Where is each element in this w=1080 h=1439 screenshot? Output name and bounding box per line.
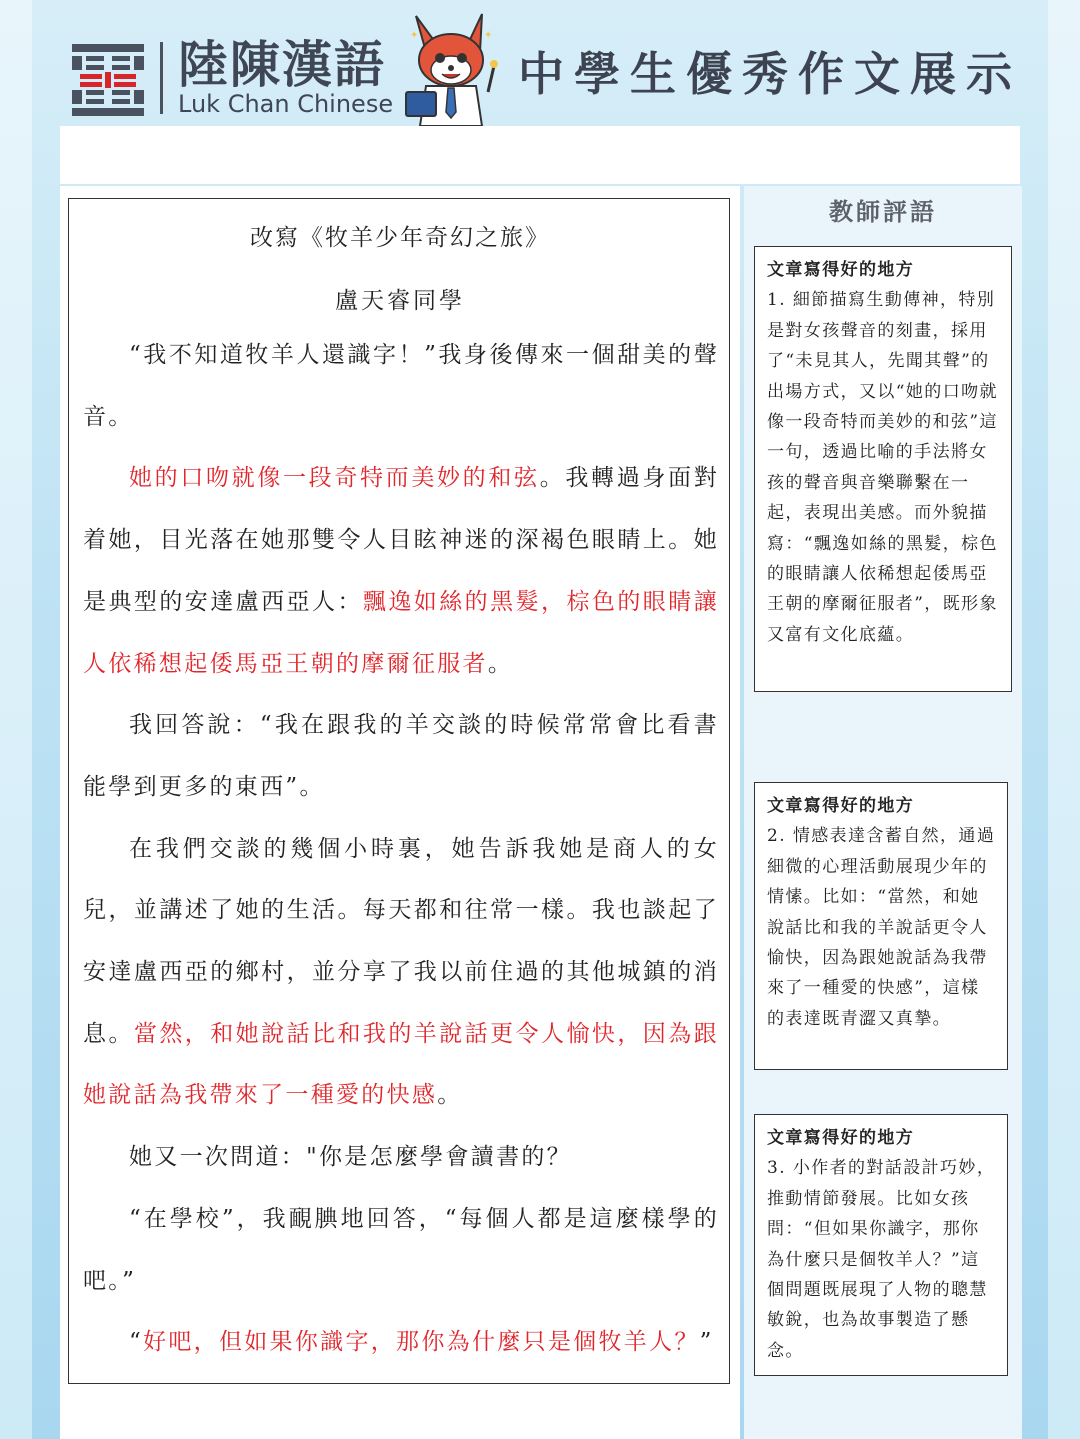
- comment-card: [754, 246, 1012, 692]
- essay-text: 。: [437, 1082, 463, 1109]
- page-header: [32, 0, 1048, 128]
- essay-text: 在我們交談的幾個小時裏，她告訴我她是商人的女兒，並講述了她的生活。每天都和往常一樣。我也談起了安達盧西亞的鄉村，並分享了我以前住過的其他城鎮的消息。: [83, 835, 719, 1047]
- comment-text: 1. 細節描寫生動傳神，特別是對女孩聲音的刻畫，採用了“未見其人，先聞其聲”的出場方式，又以“她的口吻就像一段奇特而美妙的和弦”這一句，透過比喻的手法將女孩的聲音與音樂聯繫在一起，表現出美感。而外貌描寫：“飄逸如絲的黑髮，棕色的眼睛讓人依稀想起倭馬亞王朝的摩爾征服者”，既形象又富有文化底蘊。: [767, 290, 998, 645]
- comment-text: 2. 情感表達含蓄自然，通過細微的心理活動展現少年的情愫。比如：“當然，和她說話比和我的羊說話更令人愉快，因為跟她說話為我帶來了一種愛的快感”，這樣的表達既青澀又真摯。: [767, 826, 996, 1029]
- page-title: 中學生優秀作文展示: [518, 47, 1022, 101]
- comments-panel-title: 教師評語: [829, 198, 937, 226]
- essay-highlight: 好吧，但如果你識字，那你為什麼只是個牧羊人？: [143, 1329, 700, 1356]
- comment-heading: 文章寫得好的地方: [767, 1128, 915, 1148]
- logo-divider: [160, 42, 163, 114]
- right-border-stripe: [1048, 0, 1080, 1439]
- comment-heading: 文章寫得好的地方: [767, 796, 915, 816]
- header-banner: [60, 126, 1020, 184]
- comment-heading: 文章寫得好的地方: [767, 260, 915, 280]
- essay-highlight: 飄逸如絲的黑髮，棕色的眼睛讓人依稀想起倭馬亞王朝的摩爾征服者: [83, 588, 719, 677]
- essay-text: 。: [487, 650, 514, 677]
- brand-name-english: Luk Chan Chinese: [178, 90, 394, 118]
- essay-text: 她又一次問道："你是怎麼學會讀書的？: [129, 1144, 572, 1171]
- fox-mascot-icon: [396, 8, 506, 128]
- comment-card: [754, 1114, 1008, 1376]
- essay-paragraph: [83, 819, 719, 1128]
- essay-paragraph: [83, 325, 719, 448]
- essay-paragraph: [83, 1312, 719, 1374]
- essay-text: “我不知道牧羊人還識字！”我身後傳來一個甜美的聲音。: [83, 342, 719, 430]
- essay-paragraph: [83, 1189, 719, 1312]
- left-border-stripe: [0, 0, 32, 1439]
- comment-text: 3. 小作者的對話設計巧妙，推動情節發展。比如女孩問：“但如果你識字，那你為什麼只是個牧羊人？”這個問題既展現了人物的聰慧敏銳，也為故事製造了懸念。: [767, 1158, 996, 1361]
- svg-text:✦: ✦: [410, 30, 419, 41]
- essay-author: 盧天睿同學: [335, 288, 465, 314]
- essay-box: [68, 198, 730, 1384]
- essay-highlight: 當然，和她說話比和我的羊說話更令人愉快，因為跟她說話為我帶來了一種愛的快感: [83, 1020, 719, 1109]
- brand-name-chinese: 陸陳漢語: [178, 36, 386, 94]
- essay-text: “在學校”，我靦腆地回答，“每個人都是這麼樣學的吧。”: [83, 1205, 719, 1294]
- essay-text: 我回答說：“我在跟我的羊交談的時候常常會比看書能學到更多的東西”。: [83, 712, 719, 800]
- luk-chan-logo-icon: [72, 44, 144, 116]
- svg-text:✦: ✦: [484, 30, 493, 41]
- essay-text: 。我轉過身面對着她，目光落在她那雙令人目眩神迷的深褐色眼睛上。她是典型的安達盧西亞人：: [83, 465, 719, 615]
- essay-text: ”: [699, 1329, 714, 1356]
- essay-paragraph: [83, 695, 719, 818]
- essay-title: 改寫《牧羊少年奇幻之旅》: [250, 225, 550, 251]
- essay-body: [83, 325, 719, 1374]
- essay-paragraph: [83, 448, 719, 695]
- essay-paragraph: [83, 1127, 719, 1189]
- essay-text: “: [129, 1329, 144, 1356]
- comment-card: [754, 782, 1008, 1070]
- essay-highlight: 她的口吻就像一段奇特而美妙的和弦: [129, 465, 540, 492]
